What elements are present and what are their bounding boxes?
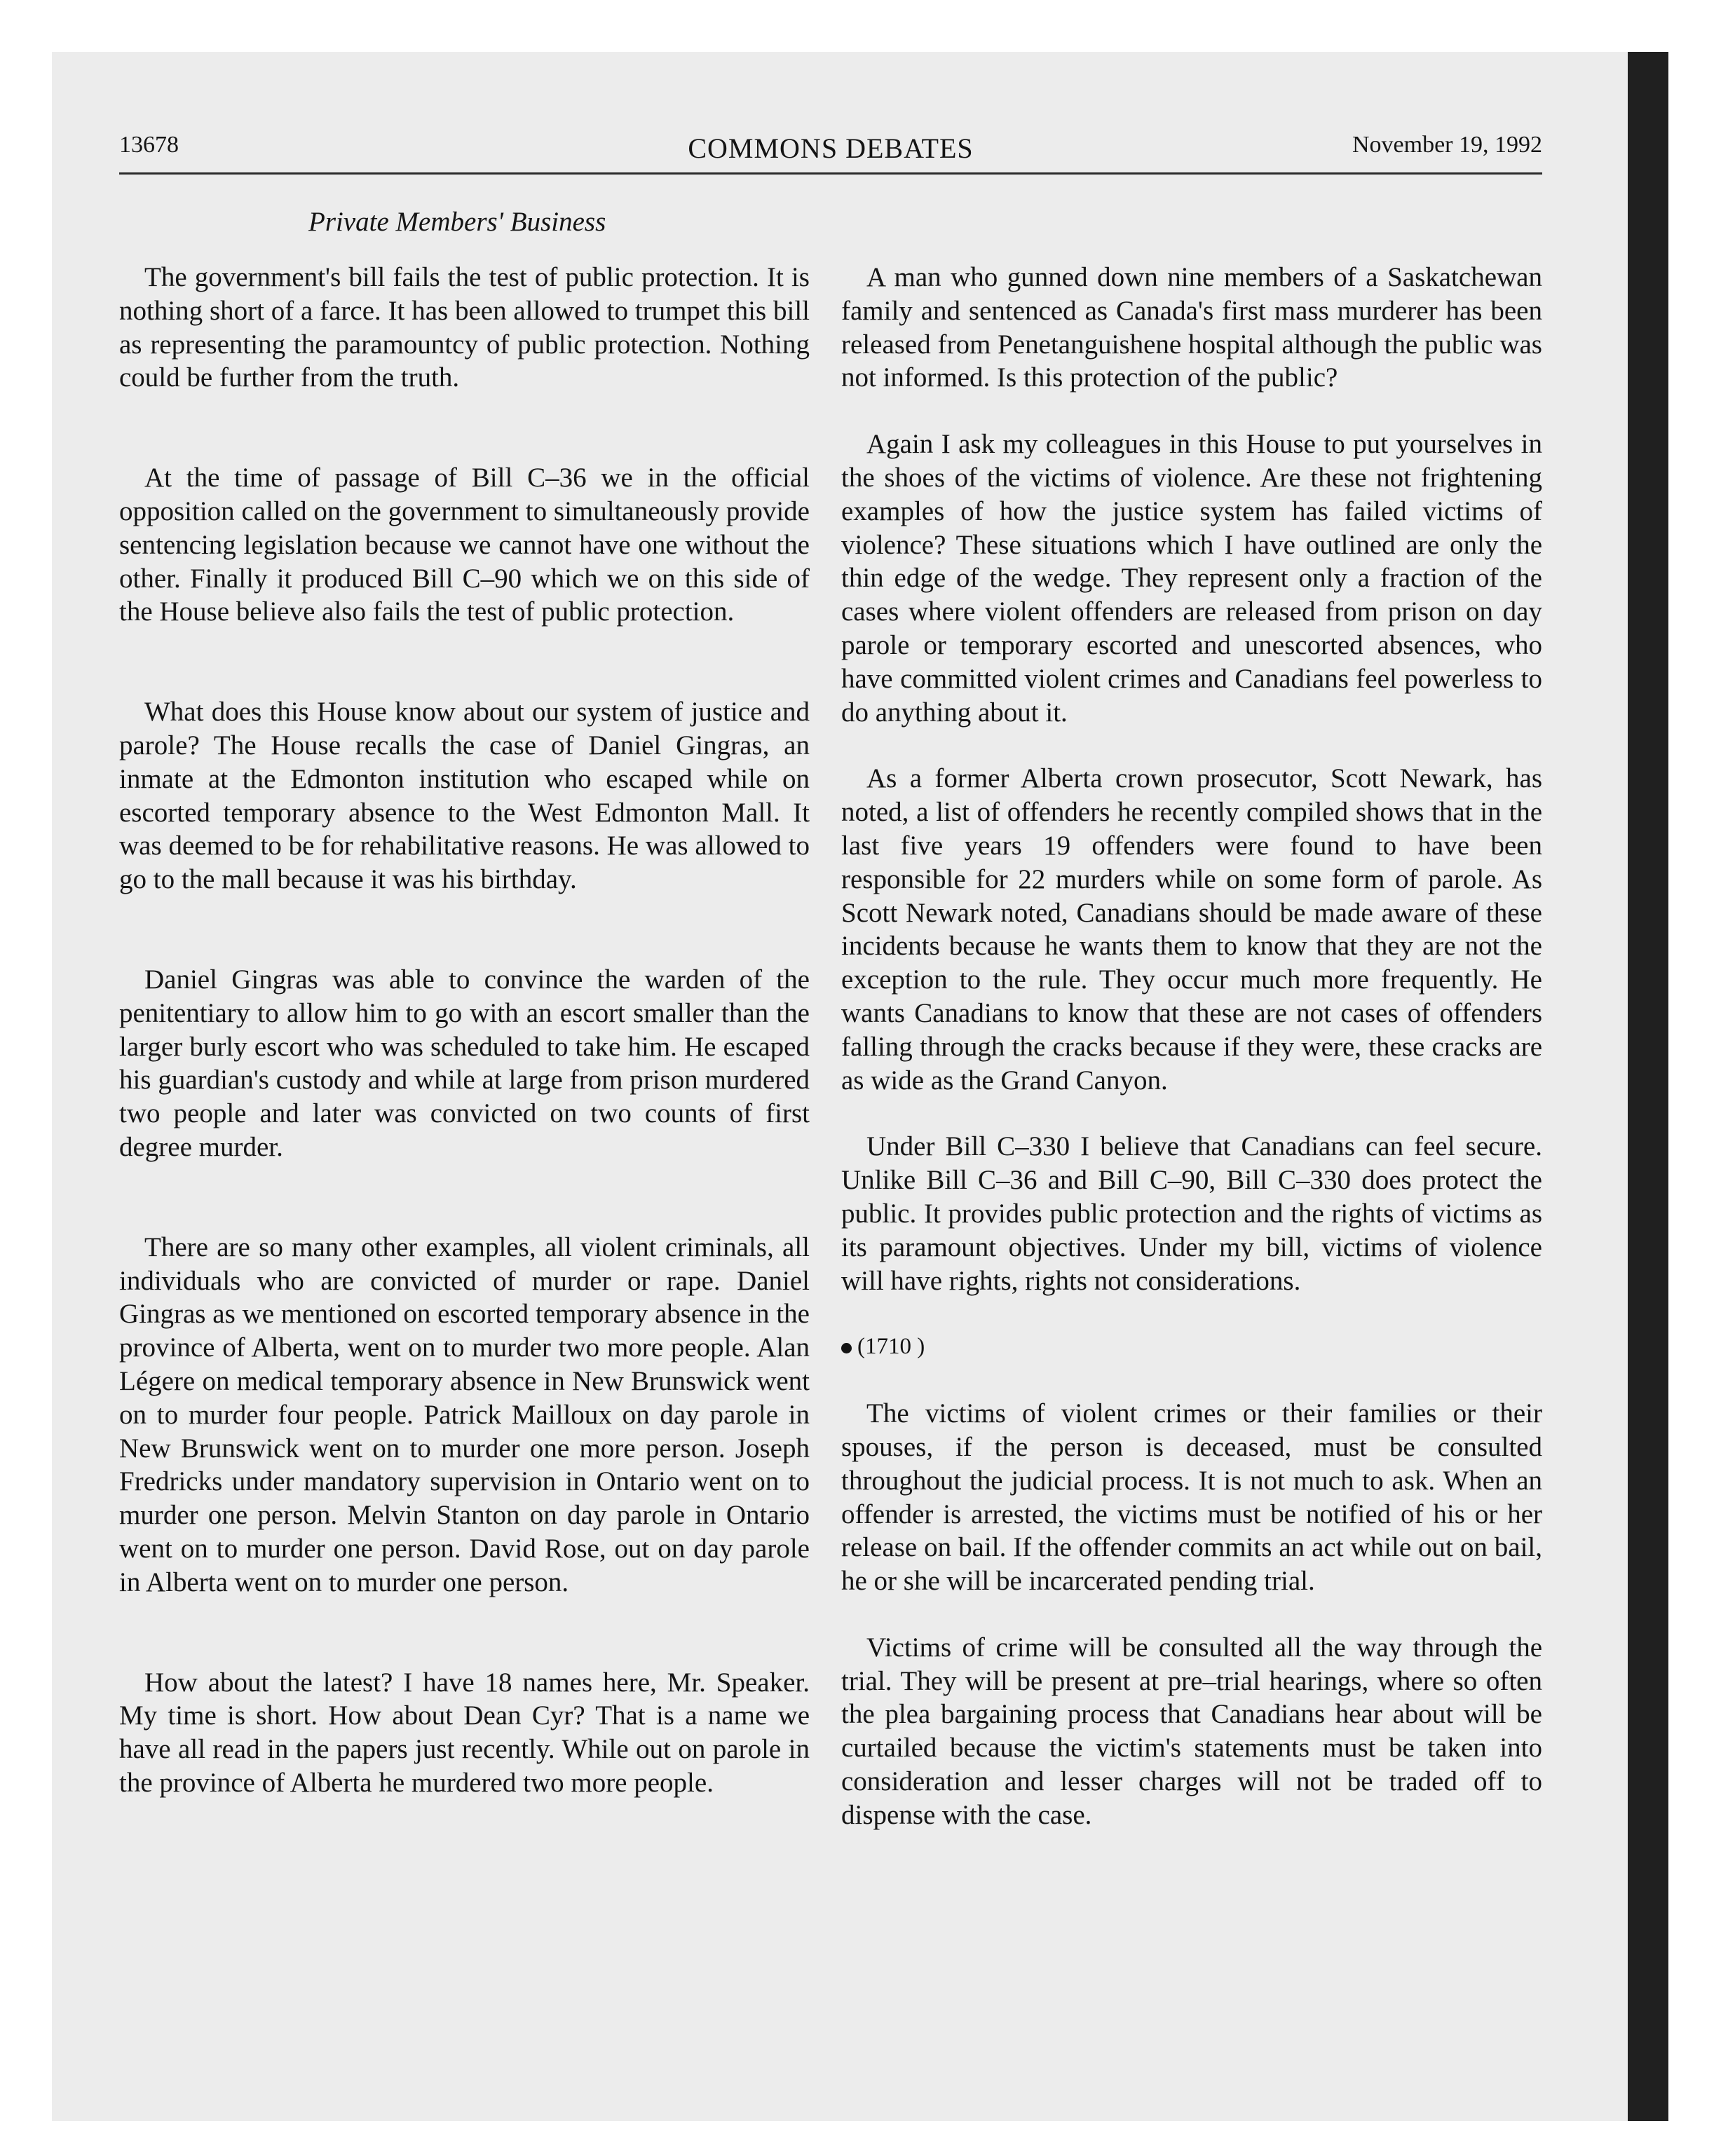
time-marker-label: (1710 ) bbox=[857, 1334, 925, 1360]
page-number: 13678 bbox=[119, 132, 179, 158]
page-header bbox=[119, 132, 1542, 174]
paragraph: The government's bill fails the test of public protection. It is nothing short of a farce. It has been allowed to trumpet this bill as representing the paramountcy of public protection. Nothing could be further from the truth. bbox=[119, 262, 810, 393]
paragraph: There are so many other examples, all violent criminals, all individuals who are convicted of murder or rape. Daniel Gingras as we mentioned on escorted temporary absence in the province of Alberta, went on to murder two more people. Alan Légere on medical temporary absence in New Brunswick went on to murder four people. Patrick Mailloux on day parole in New Brunswick went on to murder one more person. Joseph Fredricks under mandatory supervision in Ontario went on to murder one person. Melvin Stanton on day parole in Ontario went on to murder one person. David Rose, out on day parole in Alberta went on to murder one person. bbox=[119, 1231, 810, 1597]
paragraph: The victims of violent crimes or their families or their spouses, if the person is deceased, must be consulted throughout the judicial process. It is not much to ask. When an offender is arrested, the victims must be notified of his or her release on bail. If the offender commits an act while out on bail, he or she will be incarcerated pending trial. bbox=[841, 1398, 1542, 1597]
right-column bbox=[841, 261, 1542, 1865]
section-title: Private Members' Business bbox=[308, 207, 606, 237]
paragraph: Again I ask my colleagues in this House to put yourselves in the shoes of the victims of violence. Are these not frightening examples of how the justice system has failed victims of violence? These situations which I have outlined are only the thin edge of the wedge. They represent only a fraction of the cases where violent offenders are released from prison on day parole or temporary escorted and unescorted absences, who have committed violent crimes and Canadians feel powerless to do anything about it. bbox=[841, 429, 1542, 728]
header-rule bbox=[119, 172, 1542, 175]
paragraph: As a former Alberta crown prosecutor, Scott Newark, has noted, a list of offenders he recently compiled shows that in the last five years 19 offenders were found to have been responsible for 22 murders while on some form of parole. As Scott Newark noted, Canadians should be made aware of these incidents because he wants them to know that they are not the exception to the rule. They occur much more frequently. He wants Canadians to know that these are not cases of offenders falling through the cracks because if they were, these cracks are as wide as the Grand Canyon. bbox=[841, 763, 1542, 1096]
paragraph: How about the latest? I have 18 names here, Mr. Speaker. My time is short. How about Dean Cyr? That is a name we have all read in the papers just recently. While out on parole in the province of Alberta he murdered two more people. bbox=[119, 1667, 810, 1798]
scan-dark-edge bbox=[1628, 52, 1668, 2121]
paragraph: At the time of passage of Bill C–36 we in the official opposition called on the government to simultaneously provide sentencing legislation because we cannot have one without the other. Finally it produced Bill C–90 which we on this side of the House believe also fails the test of public protection. bbox=[119, 463, 810, 627]
paragraph: Daniel Gingras was able to convince the warden of the penitentiary to allow him to go with an escort smaller than the larger burly escort who was scheduled to take him. He escaped his guardian's custody and while at large from prison murdered two people and later was convicted on two counts of first degree murder. bbox=[119, 964, 810, 1162]
paragraph: Under Bill C–330 I believe that Canadians can feel secure. Unlike Bill C–36 and Bill C–90, Bill C–330 does protect the public. It provides public protection and the rights of victims as its paramount objectives. Under my bill, victims of violence will have rights, rights not considerations. bbox=[841, 1131, 1542, 1296]
left-column bbox=[119, 261, 810, 1867]
issue-date: November 19, 1992 bbox=[1352, 132, 1542, 158]
paragraph: A man who gunned down nine members of a Saskatchewan family and sentenced as Canada's first mass murderer has been released from Penetanguishene hospital although the public was not informed. Is this protection of the public? bbox=[841, 262, 1542, 393]
bullet-icon bbox=[841, 1343, 852, 1353]
time-marker bbox=[841, 1330, 1542, 1364]
paragraph: What does this House know about our system of justice and parole? The House recalls the case of Daniel Gingras, an inmate at the Edmonton institution who escaped while on escorted temporary absence to the West Edmonton Mall. It was deemed to be for rehabilitative reasons. He was allowed to go to the mall because it was his birthday. bbox=[119, 697, 810, 895]
journal-title: COMMONS DEBATES bbox=[688, 132, 974, 164]
paragraph: Victims of crime will be consulted all the way through the trial. They will be present at pre–trial hearings, where so often the plea bargaining process that Canadians hear about will be curtailed because the victim's statements must be taken into consideration and lesser charges will not be traded off to dispense with the case. bbox=[841, 1632, 1542, 1830]
